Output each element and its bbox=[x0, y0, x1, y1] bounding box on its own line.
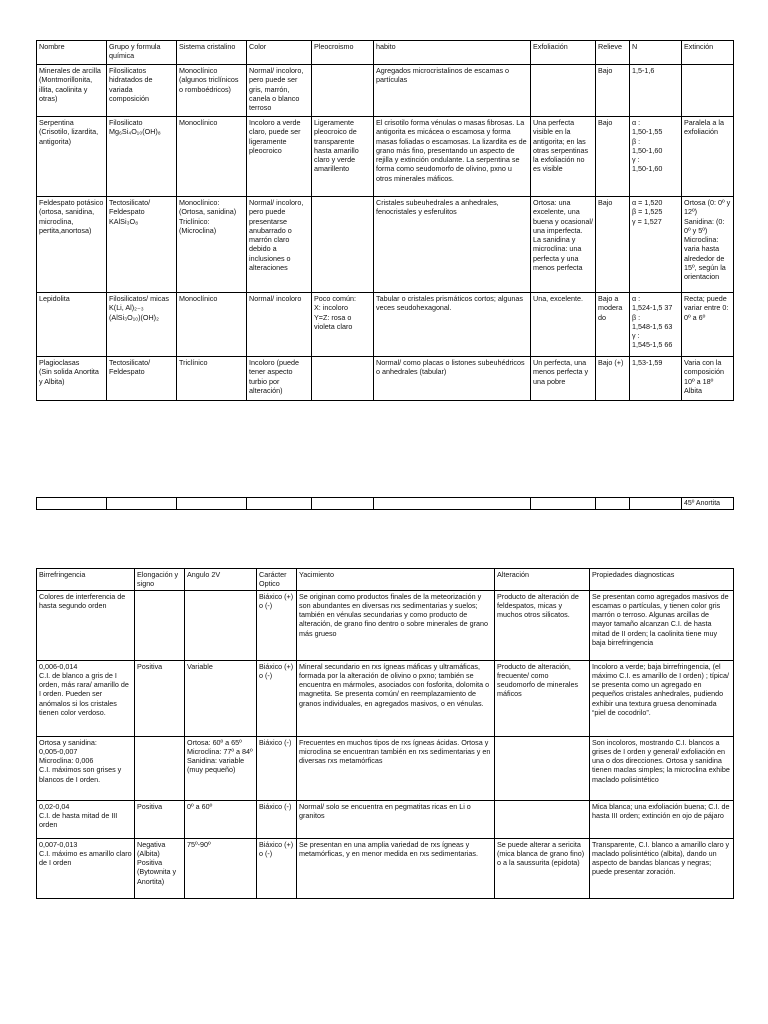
table-cell: α : 1,524-1,5 37 β : 1,548-1,5 63 γ : 1,545-1,5 66 bbox=[630, 293, 682, 357]
table-cell bbox=[312, 498, 374, 510]
table-cell: 0,02-0,04 C.I. de hasta mitad de III orden bbox=[37, 800, 135, 838]
table-cell: Mica blanca; una exfoliación buena; C.I. de hasta III orden; extinción en ojo de pájaro bbox=[590, 800, 734, 838]
table-cell: Frecuentes en muchos tipos de rxs ígneas ácidas. Ortosa y microclina se encuentran también en rxs sedimentarias y en diversas rxs metamórficas bbox=[297, 736, 495, 800]
table-cell: Positiva bbox=[135, 800, 185, 838]
table-cell bbox=[531, 498, 596, 510]
table-cell: Feldespato potásico (ortosa, sanidina, microclina, pertita,anortosa) bbox=[37, 197, 107, 293]
column-header: Nombre bbox=[37, 41, 107, 65]
table-cell: Bajo bbox=[596, 65, 630, 117]
table-cell: Variable bbox=[185, 660, 257, 736]
table-cell: Minerales de arcilla (Montmorillonita, illita, caolinita y otras) bbox=[37, 65, 107, 117]
table-cell: Biáxico (+) o (-) bbox=[257, 590, 297, 660]
table-cell: 45º Anortita bbox=[682, 498, 734, 510]
table-row bbox=[37, 590, 734, 660]
column-header: Angulo 2V bbox=[185, 569, 257, 591]
column-header: Relieve bbox=[596, 41, 630, 65]
table-row bbox=[37, 498, 734, 510]
table-cell bbox=[177, 498, 247, 510]
table-cell bbox=[495, 736, 590, 800]
table-row bbox=[37, 117, 734, 197]
table-cell bbox=[596, 498, 630, 510]
table-cell: 0º a 60º bbox=[185, 800, 257, 838]
table-cell: α = 1,520 β = 1,525 γ = 1,527 bbox=[630, 197, 682, 293]
table-cell bbox=[135, 590, 185, 660]
table-cell: Ortosa: 60º a 65º Microclina: 77º a 84º Sanidina: variable (muy pequeño) bbox=[185, 736, 257, 800]
column-header: Pleocroismo bbox=[312, 41, 374, 65]
table-cell bbox=[37, 498, 107, 510]
column-header: Elongación y signo bbox=[135, 569, 185, 591]
table-cell: Una, excelente. bbox=[531, 293, 596, 357]
table-cell: Una perfecta visible en la antigorita; en las otras serpentinas la exfoliación no es visible bbox=[531, 117, 596, 197]
table-cell: Monoclínico bbox=[177, 293, 247, 357]
table-cell: Tabular o cristales prismáticos cortos; algunas veces seudohexagonal. bbox=[374, 293, 531, 357]
column-header: habito bbox=[374, 41, 531, 65]
table-cell: Monoclínico: (Ortosa, sanidina) Triclínico: (Microclina) bbox=[177, 197, 247, 293]
table-cell: Son incoloros, mostrando C.I. blancos a grises de I orden y general/ exfoliación en una o dos direcciones. Ortosa y sanidina tienen maclas simples; la microclina exhibe maclado polisintético bbox=[590, 736, 734, 800]
table-cell bbox=[495, 800, 590, 838]
table-cell: Ortosa: una excelente, una buena y ocasional/ una imperfecta. La sanidina y microclina: una perfecta y una menos perfecta bbox=[531, 197, 596, 293]
table-cell: Monoclínico bbox=[177, 117, 247, 197]
table-cell bbox=[682, 65, 734, 117]
table-cell: Filosilicato Mg₆Si₄O₁₀(OH)₈ bbox=[107, 117, 177, 197]
table-cell: 1,5-1,6 bbox=[630, 65, 682, 117]
table-cell: 0,007-0,013 C.I. máximo es amarillo claro de I orden bbox=[37, 838, 135, 898]
table-row bbox=[37, 293, 734, 357]
table-cell: Transparente, C.I. blanco a amarillo claro y maclado polisintético (albita), dando un aspecto de bandas blancas y negras; puede presentar zoración. bbox=[590, 838, 734, 898]
column-header: Yacimiento bbox=[297, 569, 495, 591]
column-header: Color bbox=[247, 41, 312, 65]
table-cell: Normal/ incoloro, pero puede presentarse anubarrado o marrón claro debido a inclusiones o alteraciones bbox=[247, 197, 312, 293]
mineral-table-fragment-row bbox=[36, 497, 734, 510]
table-cell: Un perfecta, una menos perfecta y una pobre bbox=[531, 357, 596, 401]
table-cell bbox=[107, 498, 177, 510]
table-header-row bbox=[37, 41, 734, 65]
table-cell: Incoloro (puede tener aspecto turbio por alteración) bbox=[247, 357, 312, 401]
table-row bbox=[37, 838, 734, 898]
table-cell bbox=[135, 736, 185, 800]
column-header: Carácter Optico bbox=[257, 569, 297, 591]
table-cell: Normal/ incoloro, pero puede ser gris, marrón, canela o blanco terroso bbox=[247, 65, 312, 117]
table-cell bbox=[630, 498, 682, 510]
table-cell bbox=[185, 590, 257, 660]
table-row bbox=[37, 65, 734, 117]
table-cell: Cristales subeuhedrales a anhedrales, fenocristales y esferulitos bbox=[374, 197, 531, 293]
table-cell: α : 1,50-1,55 β : 1,50-1,60 γ : 1,50-1,60 bbox=[630, 117, 682, 197]
table-cell: Varia con la composición 10º a 18º Albita bbox=[682, 357, 734, 401]
table-cell: Se presentan en una amplia variedad de rxs ígneas y metamórficas, y en menor medida en rxs sedimentarias. bbox=[297, 838, 495, 898]
table-cell: Paralela a la exfoliación bbox=[682, 117, 734, 197]
table-cell: Mineral secundario en rxs ígneas máficas y ultramáficas, formada por la alteración de olivino o pxno; también se encuentra en mármoles, asociados con fosforita, dolomita o magnetita. Se presenta común/ en reemplazamiento de granos individuales, en agregados masivos, o en vénulas. bbox=[297, 660, 495, 736]
table-cell: Serpentina (Crisotilo, lizardita, antigorita) bbox=[37, 117, 107, 197]
table-cell: 75º-90º bbox=[185, 838, 257, 898]
table-cell: Se originan como productos finales de la meteorización y son abundantes en diversas rxs sedimentarias y suelos; también en vénulas secundarias y como producto de alteración, de grano fino dentro o sobre minerales de grano más grueso bbox=[297, 590, 495, 660]
table-row bbox=[37, 357, 734, 401]
table-cell: Bajo bbox=[596, 197, 630, 293]
mineral-table-properties bbox=[36, 40, 734, 401]
table-cell: Biáxico (+) o (-) bbox=[257, 838, 297, 898]
table-cell: Normal/ como placas o listones subeuhédricos o anhedrales (tabular) bbox=[374, 357, 531, 401]
table-row bbox=[37, 660, 734, 736]
column-header: Sistema cristalino bbox=[177, 41, 247, 65]
table-cell bbox=[312, 357, 374, 401]
table-cell: Incoloro a verde; baja birrefringencia, (el máximo C.I. es amarillo de I orden) ; típica/ se presenta como un agregado en pequeños cristales anhedrales, pudiendo exhibir una textura gruesa denominada “piel de cocodrilo”. bbox=[590, 660, 734, 736]
table-cell: Filosilicatos hidratados de variada composición bbox=[107, 65, 177, 117]
table-cell bbox=[374, 498, 531, 510]
table-cell: El crisotilo forma vénulas o masas fibrosas. La antigorita es micácea o escamosa y forma masas foliadas o escamosas. La lizardita es de grano más fino, presentando un aspecto de rejilla y extinción ondulante. La serpentina se forma como seudomorfo de olivino, pxno u otros minerales máficos. bbox=[374, 117, 531, 197]
table-cell bbox=[312, 197, 374, 293]
table-cell: Lepidolita bbox=[37, 293, 107, 357]
table-cell: Ortosa y sanidina: 0,005-0,007 Microclina: 0,006 C.I. máximos son grises y blancos de I orden. bbox=[37, 736, 135, 800]
table-cell: Recta; puede variar entre 0: 0º a 6º bbox=[682, 293, 734, 357]
table-cell: Colores de interferencia de hasta segundo orden bbox=[37, 590, 135, 660]
column-header: Propiedades diagnosticas bbox=[590, 569, 734, 591]
table-cell: Negativa (Albita) Positiva (Bytownita y Anortita) bbox=[135, 838, 185, 898]
table-cell: Bajo bbox=[596, 117, 630, 197]
table-cell: Bajo a modera do bbox=[596, 293, 630, 357]
table-cell: Producto de alteración de feldespatos, micas y muchos otros silicatos. bbox=[495, 590, 590, 660]
table-cell: Se presentan como agregados masivos de escamas o partículas, y tienen color gris marrón o terroso. Algunas arcillas de mayor tamaño alcanzan C.I. de hasta mitad de II orden; la caolinita tiene muy baja birrefringencia bbox=[590, 590, 734, 660]
table-cell: Biáxico (+) o (-) bbox=[257, 660, 297, 736]
table-cell: Monoclínico (algunos triclínicos o romboédricos) bbox=[177, 65, 247, 117]
column-header: Birrefringencia bbox=[37, 569, 135, 591]
table-cell: Normal/ incoloro bbox=[247, 293, 312, 357]
table-cell: Tectosilicato/ Feldespato bbox=[107, 357, 177, 401]
table-cell: 1,53-1,59 bbox=[630, 357, 682, 401]
table-cell: Biáxico (-) bbox=[257, 736, 297, 800]
table-cell: 0,006-0,014 C.I. de blanco a gris de I orden, más rara/ amarillo de I orden. Pueden ser anómalos si los cristales tienen color verdoso. bbox=[37, 660, 135, 736]
table-cell: Producto de alteración, frecuente/ como seudomorfo de minerales máficos bbox=[495, 660, 590, 736]
table-cell: Incoloro a verde claro, puede ser ligeramente pleocroico bbox=[247, 117, 312, 197]
table-row bbox=[37, 197, 734, 293]
table-cell: Biáxico (-) bbox=[257, 800, 297, 838]
table-cell: Ortosa (0: 0º y 12º) Sanidina: (0: 0º y 5º) Microclina: varia hasta alrededor de 15º, según la orientacion bbox=[682, 197, 734, 293]
table-cell: Poco común: X: incoloro Y=Z: rosa o violeta claro bbox=[312, 293, 374, 357]
table-cell: Normal/ solo se encuentra en pegmatitas ricas en Li o granitos bbox=[297, 800, 495, 838]
column-header: Alteración bbox=[495, 569, 590, 591]
table-cell bbox=[312, 65, 374, 117]
column-header: Exfoliación bbox=[531, 41, 596, 65]
table-row bbox=[37, 736, 734, 800]
table-cell: Bajo (+) bbox=[596, 357, 630, 401]
column-header: N bbox=[630, 41, 682, 65]
table-cell: Agregados microcristalinos de escamas o partículas bbox=[374, 65, 531, 117]
table-cell: Positiva bbox=[135, 660, 185, 736]
table-header-row bbox=[37, 569, 734, 591]
table-cell bbox=[531, 65, 596, 117]
table-cell: Plagioclasas (Sin solida Anortita y Albita) bbox=[37, 357, 107, 401]
table-row bbox=[37, 800, 734, 838]
table-cell bbox=[247, 498, 312, 510]
table-cell: Ligeramente pleocroico de transparente hasta amarillo claro y verde amarillento bbox=[312, 117, 374, 197]
column-header: Grupo y formula química bbox=[107, 41, 177, 65]
table-cell: Filosilicatos/ micas K(Li, Al)₂₋₃ (AlSi₃O₁₀)(OH)₂ bbox=[107, 293, 177, 357]
table-cell: Se puede alterar a sericita (mica blanca de grano fino) o a la saussurita (epidota) bbox=[495, 838, 590, 898]
table-cell: Triclínico bbox=[177, 357, 247, 401]
table-cell: Tectosilicato/ Feldespato KAlSi₃O₈ bbox=[107, 197, 177, 293]
column-header: Extinción bbox=[682, 41, 734, 65]
mineral-table-optical bbox=[36, 568, 734, 899]
